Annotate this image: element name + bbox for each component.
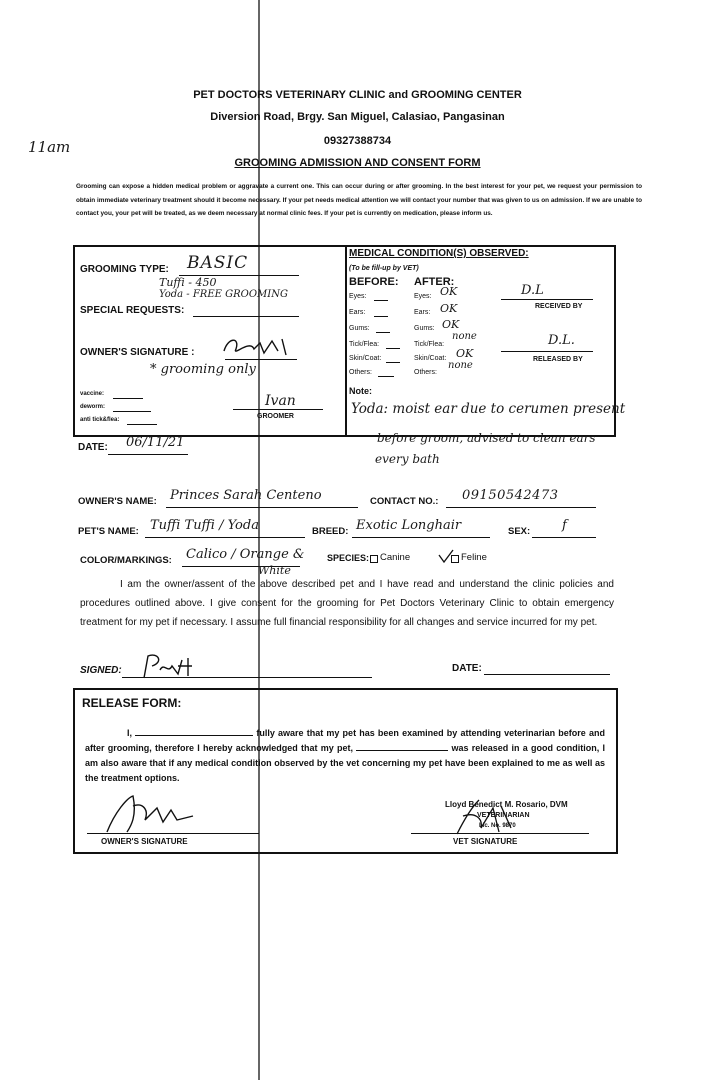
medical-title: MEDICAL CONDITION(S) OBSERVED: xyxy=(349,248,529,259)
after-gums-label: Gums: xyxy=(414,325,435,332)
date-line xyxy=(108,454,188,455)
owner-signature-scribble xyxy=(220,335,300,359)
pet-name-value: Tuffi Tuffi / Yoda xyxy=(150,518,259,533)
signed-date-label: DATE: xyxy=(452,663,482,674)
grooming-note-2: Yoda - FREE GROOMING xyxy=(159,289,288,300)
owner-signature-line xyxy=(225,359,297,360)
release-owner-name-line xyxy=(135,735,253,736)
vaccine-label: vaccine: xyxy=(80,391,105,397)
pet-name-line xyxy=(145,537,305,538)
before-skin-label: Skin/Coat: xyxy=(349,355,382,362)
contact-value: 09150542473 xyxy=(462,488,559,503)
owner-name-value: Princes Sarah Centeno xyxy=(170,488,322,503)
color-value: Calico / Orange & xyxy=(186,547,305,562)
deworm-label: deworm: xyxy=(80,404,106,410)
groomer-line xyxy=(233,409,323,410)
note-line-1: Yoda: moist ear due to cerumen present xyxy=(351,401,626,417)
before-ears-line xyxy=(374,316,388,317)
form-title: GROOMING ADMISSION AND CONSENT FORM xyxy=(234,157,481,169)
release-pet-name-line xyxy=(356,750,448,751)
clinic-address: Diversion Road, Brgy. San Miguel, Calasiao, Pangasinan xyxy=(210,111,505,123)
clinic-phone: 09327388734 xyxy=(323,135,392,147)
after-eyes-label: Eyes: xyxy=(414,293,432,300)
species-canine-checkbox[interactable] xyxy=(370,555,378,563)
vet-signature-scribble xyxy=(453,798,517,838)
color-value-2: White xyxy=(258,564,291,577)
note-label: Note: xyxy=(349,386,372,396)
vet-title: VETERINARIAN xyxy=(477,812,530,819)
consent-text: I am the owner/assent of the above described pet and I have read and understand the clinic policies and procedures outlined above. I give consent for the grooming for Pet Doctors Veterinary Clinic to obtain emergency treatment for my pet if necessary. I assume full financial responsibility for all changes and service incurred for my pet. xyxy=(80,579,614,628)
species-feline-checkbox[interactable] xyxy=(451,555,459,563)
after-tick-value: none xyxy=(452,331,477,342)
after-others-label: Others: xyxy=(414,369,437,376)
date-value: 06/11/21 xyxy=(126,435,185,450)
after-skin-value: OK xyxy=(456,347,474,360)
special-requests-line xyxy=(193,316,299,317)
species-feline-label: Feline xyxy=(461,552,487,563)
vet-signature-line xyxy=(411,833,589,834)
before-gums-line xyxy=(376,332,390,333)
groomer-value: Ivan xyxy=(265,393,296,409)
species-label: SPECIES: xyxy=(327,553,370,563)
anti-tick-line xyxy=(127,424,157,425)
release-text-block xyxy=(85,726,605,786)
owner-signature-label: OWNER'S SIGNATURE : xyxy=(80,347,195,358)
signed-date-line xyxy=(484,674,610,675)
before-tick-line xyxy=(386,348,400,349)
received-by-value: D.L xyxy=(521,283,544,298)
medical-box xyxy=(343,245,626,437)
grooming-type-value: BASIC xyxy=(187,253,249,273)
contact-line xyxy=(446,507,596,508)
date-label: DATE: xyxy=(78,442,108,453)
received-by-line xyxy=(501,299,593,300)
after-skin-label: Skin/Coat: xyxy=(414,355,447,362)
breed-value: Exotic Longhair xyxy=(356,518,462,533)
pet-name-label: PET'S NAME: xyxy=(78,526,139,537)
note-line-3: every bath xyxy=(375,452,440,466)
breed-line xyxy=(352,537,490,538)
received-by-label: RECEIVED BY xyxy=(535,303,583,310)
note-line-2: before groom, advised to clean ears xyxy=(377,431,596,445)
released-by-value: D.L. xyxy=(548,333,575,348)
before-skin-line xyxy=(386,362,400,363)
signed-label: SIGNED: xyxy=(80,665,122,676)
contact-label: CONTACT NO.: xyxy=(370,496,439,507)
before-others-label: Others: xyxy=(349,369,372,376)
species-canine-label: Canine xyxy=(380,552,411,563)
medical-subtitle: (To be fill-up by VET) xyxy=(349,265,419,272)
sex-label: SEX: xyxy=(508,526,531,537)
after-ears-value: OK xyxy=(440,302,458,315)
vet-license: Lic. No. 9870 xyxy=(479,823,516,829)
intro-text: Grooming can expose a hidden medical problem or aggravate a current one. This can occur during or after grooming. In the best interest for your pet, we request your permission to obtain immediate veterinary treatment should it become necessary. If your pet needs medical attention we will contact your number that was given to us on admission. If we are unable to contact you, your pet will be treated, as we deem necessary at normal clinic fees. If your pet is currently on medication, please inform us. xyxy=(76,183,642,217)
owner-note: * grooming only xyxy=(150,362,256,377)
grooming-type-label: GROOMING TYPE: xyxy=(80,264,169,275)
vet-name: Lloyd Benedict M. Rosario, DVM xyxy=(445,800,568,809)
owner-release-signature-line xyxy=(87,833,259,834)
sex-value: f xyxy=(562,518,567,533)
after-label: AFTER: xyxy=(414,276,455,288)
after-others-value: none xyxy=(448,360,473,371)
anti-tick-label: anti tick&flea: xyxy=(80,417,120,423)
before-eyes-label: Eyes: xyxy=(349,293,367,300)
signed-signature-scribble xyxy=(138,652,208,682)
clinic-name: PET DOCTORS VETERINARY CLINIC and GROOMING CENTER xyxy=(193,89,522,101)
groomer-label: GROOMER xyxy=(257,413,294,420)
after-ears-label: Ears: xyxy=(414,309,431,316)
grooming-note-1: Tuffi - 450 xyxy=(159,276,217,289)
owner-name-line xyxy=(166,507,358,508)
owner-release-signature-label: OWNER'S SIGNATURE xyxy=(101,837,188,846)
owner-name-label: OWNER'S NAME: xyxy=(78,496,157,507)
before-others-line xyxy=(378,376,394,377)
after-gums-value: OK xyxy=(442,318,460,331)
sex-line xyxy=(532,537,596,538)
grooming-box xyxy=(73,245,347,437)
release-text-2: was released in a good condition, I am also aware that if any medical condition observed by the vet concerning my pet have been explained to me as well as the treatment options. xyxy=(85,743,605,783)
deworm-line xyxy=(113,411,151,412)
before-label: BEFORE: xyxy=(349,276,399,288)
after-eyes-value: OK xyxy=(440,285,458,298)
margin-note: 11am xyxy=(28,138,71,156)
before-ears-label: Ears: xyxy=(349,309,366,316)
release-text-1: fully aware that my pet has been examined by attending veterinarian before and after grooming, therefore I hereby acknowledged that my pet, xyxy=(85,728,605,753)
color-label: COLOR/MARKINGS: xyxy=(80,555,172,566)
vaccine-line xyxy=(113,398,143,399)
owner-release-signature-scribble xyxy=(97,792,207,838)
vet-signature-label: VET SIGNATURE xyxy=(453,837,518,846)
before-gums-label: Gums: xyxy=(349,325,370,332)
release-box xyxy=(73,688,618,854)
release-title: RELEASE FORM: xyxy=(82,696,182,710)
released-by-line xyxy=(501,351,593,352)
before-tick-label: Tick/Flea: xyxy=(349,341,380,348)
breed-label: BREED: xyxy=(312,526,349,537)
special-requests-label: SPECIAL REQUESTS: xyxy=(80,305,185,316)
released-by-label: RELEASED BY xyxy=(533,356,583,363)
after-tick-label: Tick/Flea: xyxy=(414,341,445,348)
before-eyes-line xyxy=(374,300,388,301)
release-i-label: I, xyxy=(127,728,133,738)
